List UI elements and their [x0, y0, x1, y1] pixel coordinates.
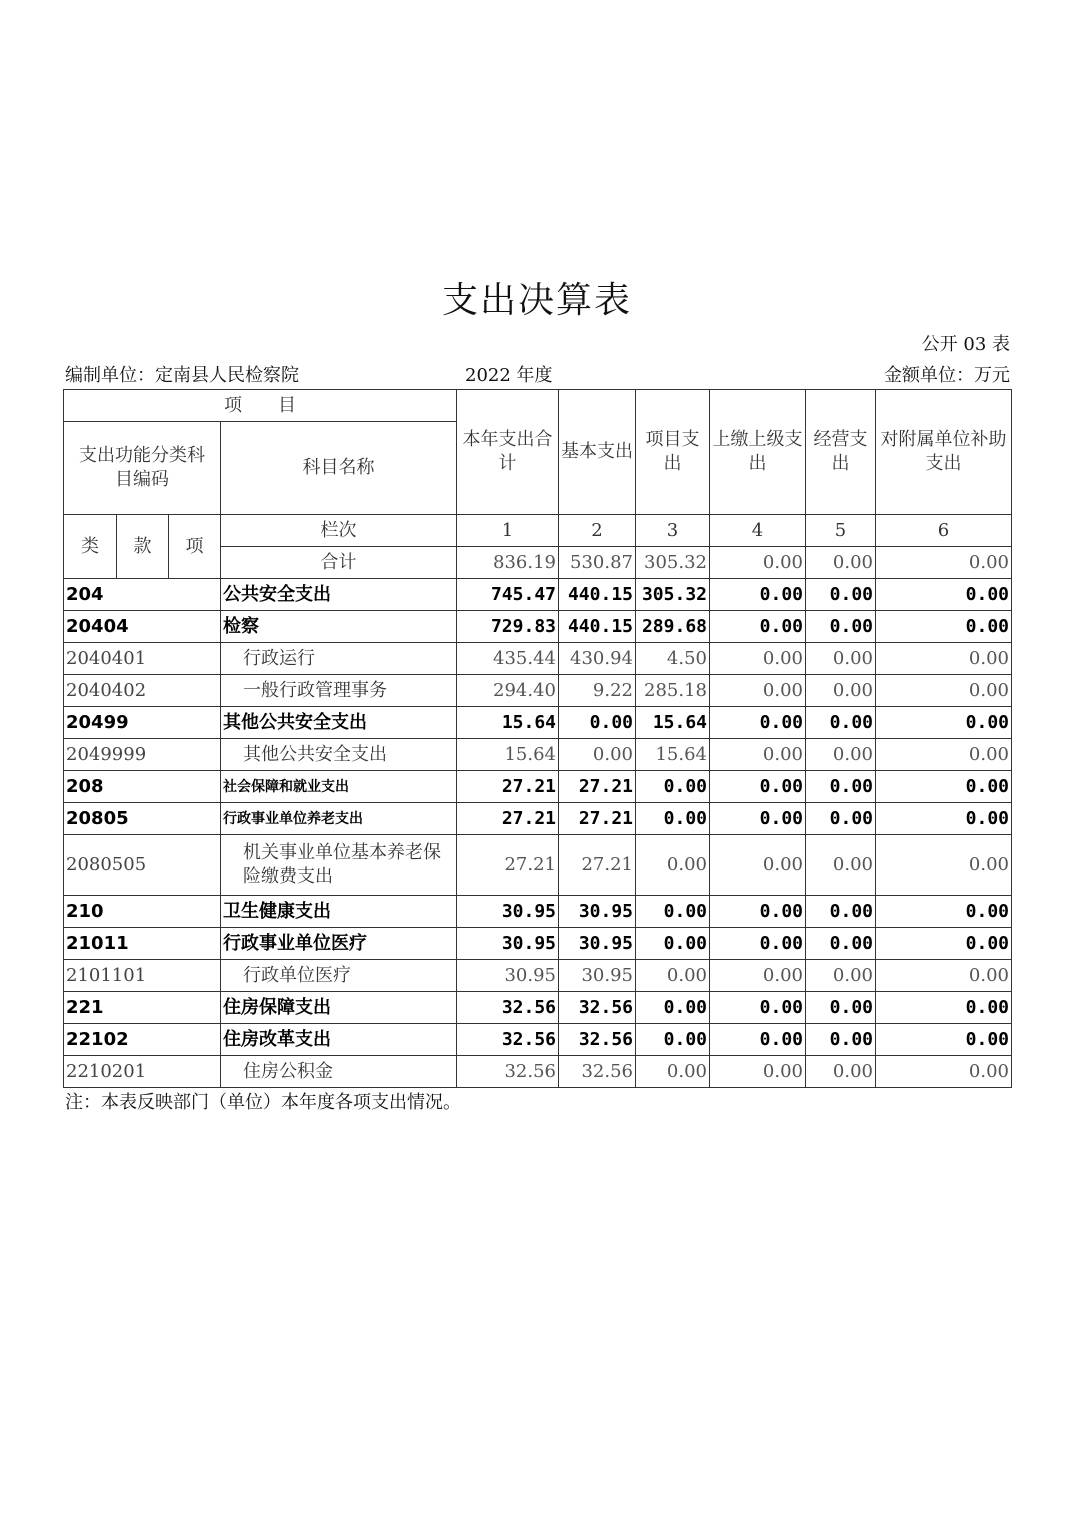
subject-code: 2101101 — [64, 960, 221, 992]
amount-cell: 440.15 — [559, 611, 636, 643]
col-index-2: 2 — [559, 515, 636, 547]
subject-name: 一般行政管理事务 — [221, 675, 457, 707]
amount-cell: 0.00 — [876, 675, 1012, 707]
amount-cell: 15.64 — [636, 707, 710, 739]
amount-cell: 32.56 — [457, 1024, 559, 1056]
amount-cell: 0.00 — [710, 1056, 806, 1088]
subject-name: 其他公共安全支出 — [221, 707, 457, 739]
amount-cell: 4.50 — [636, 643, 710, 675]
total-value: 0.00 — [876, 547, 1012, 579]
amount-cell: 0.00 — [636, 835, 710, 896]
amount-cell: 0.00 — [710, 1024, 806, 1056]
amount-cell: 0.00 — [876, 928, 1012, 960]
amount-cell: 0.00 — [806, 611, 876, 643]
subject-name: 机关事业单位基本养老保险缴费支出 — [221, 835, 457, 896]
subject-name: 住房公积金 — [221, 1056, 457, 1088]
table-row — [64, 1056, 1012, 1088]
money-unit: 金额单位：万元 — [884, 365, 1010, 386]
amount-cell: 0.00 — [876, 835, 1012, 896]
amount-cell: 0.00 — [876, 992, 1012, 1024]
header-col-upper: 上缴上级支出 — [710, 390, 806, 515]
amount-cell: 27.21 — [457, 835, 559, 896]
subject-code: 2210201 — [64, 1056, 221, 1088]
amount-cell: 0.00 — [806, 707, 876, 739]
subject-code: 20499 — [64, 707, 221, 739]
amount-cell: 0.00 — [806, 739, 876, 771]
amount-cell: 0.00 — [636, 771, 710, 803]
amount-cell: 289.68 — [636, 611, 710, 643]
header-lanci: 栏次 — [221, 515, 457, 547]
total-value: 530.87 — [559, 547, 636, 579]
amount-cell: 0.00 — [710, 928, 806, 960]
amount-cell: 0.00 — [710, 835, 806, 896]
amount-cell: 30.95 — [457, 960, 559, 992]
subject-name: 检察 — [221, 611, 457, 643]
amount-cell: 27.21 — [559, 803, 636, 835]
table-row — [64, 643, 1012, 675]
amount-cell: 30.95 — [559, 960, 636, 992]
subject-name: 住房保障支出 — [221, 992, 457, 1024]
subject-code: 208 — [64, 771, 221, 803]
amount-cell: 0.00 — [710, 675, 806, 707]
table-row — [64, 611, 1012, 643]
amount-cell: 27.21 — [457, 771, 559, 803]
subject-name: 卫生健康支出 — [221, 896, 457, 928]
header-col-business: 经营支出 — [806, 390, 876, 515]
table-row — [64, 707, 1012, 739]
amount-cell: 0.00 — [710, 643, 806, 675]
amount-cell: 0.00 — [876, 611, 1012, 643]
total-value: 0.00 — [710, 547, 806, 579]
subject-name: 其他公共安全支出 — [221, 739, 457, 771]
header-lei: 类 — [64, 515, 117, 579]
header-code: 支出功能分类科目编码 — [64, 422, 221, 515]
table-row — [64, 771, 1012, 803]
subject-code: 2040401 — [64, 643, 221, 675]
subject-code: 210 — [64, 896, 221, 928]
amount-cell: 0.00 — [710, 896, 806, 928]
amount-cell: 32.56 — [559, 1024, 636, 1056]
expenditure-table — [63, 389, 1012, 1088]
amount-cell: 32.56 — [559, 992, 636, 1024]
amount-cell: 0.00 — [806, 1024, 876, 1056]
table-row — [64, 579, 1012, 611]
amount-cell: 15.64 — [457, 707, 559, 739]
amount-cell: 0.00 — [876, 896, 1012, 928]
col-index-4: 4 — [710, 515, 806, 547]
amount-cell: 0.00 — [710, 992, 806, 1024]
amount-cell: 32.56 — [457, 1056, 559, 1088]
header-item: 项 目 — [64, 390, 457, 422]
amount-cell: 0.00 — [806, 928, 876, 960]
header-subject-name: 科目名称 — [221, 422, 457, 515]
amount-cell: 0.00 — [876, 579, 1012, 611]
total-value: 0.00 — [806, 547, 876, 579]
amount-cell: 0.00 — [876, 803, 1012, 835]
amount-cell: 0.00 — [876, 960, 1012, 992]
amount-cell: 0.00 — [636, 803, 710, 835]
table-row — [64, 896, 1012, 928]
amount-cell: 0.00 — [559, 739, 636, 771]
header-col-project: 项目支出 — [636, 390, 710, 515]
subject-code: 221 — [64, 992, 221, 1024]
amount-cell: 0.00 — [710, 739, 806, 771]
amount-cell: 0.00 — [636, 928, 710, 960]
amount-cell: 435.44 — [457, 643, 559, 675]
form-number: 公开 03 表 — [921, 334, 1010, 355]
table-row — [64, 739, 1012, 771]
col-index-5: 5 — [806, 515, 876, 547]
amount-cell: 0.00 — [806, 803, 876, 835]
subject-name: 公共安全支出 — [221, 579, 457, 611]
amount-cell: 745.47 — [457, 579, 559, 611]
subject-name: 社会保障和就业支出 — [221, 771, 457, 803]
subject-name: 行政事业单位医疗 — [221, 928, 457, 960]
header-kuan: 款 — [117, 515, 169, 579]
fiscal-year: 2022 年度 — [465, 365, 553, 386]
subject-code: 2040402 — [64, 675, 221, 707]
amount-cell: 0.00 — [710, 707, 806, 739]
amount-cell: 30.95 — [457, 928, 559, 960]
amount-cell: 0.00 — [806, 835, 876, 896]
col-index-1: 1 — [457, 515, 559, 547]
amount-cell: 285.18 — [636, 675, 710, 707]
amount-cell: 0.00 — [636, 992, 710, 1024]
subject-code: 2049999 — [64, 739, 221, 771]
amount-cell: 30.95 — [559, 896, 636, 928]
amount-cell: 0.00 — [710, 960, 806, 992]
col-index-6: 6 — [876, 515, 1012, 547]
amount-cell: 0.00 — [876, 1024, 1012, 1056]
amount-cell: 27.21 — [559, 771, 636, 803]
table-row — [64, 928, 1012, 960]
subject-code: 204 — [64, 579, 221, 611]
subject-code: 20805 — [64, 803, 221, 835]
table-note: 注：本表反映部门（单位）本年度各项支出情况。 — [65, 1092, 461, 1113]
amount-cell: 430.94 — [559, 643, 636, 675]
amount-cell: 0.00 — [876, 707, 1012, 739]
amount-cell: 305.32 — [636, 579, 710, 611]
amount-cell: 0.00 — [710, 771, 806, 803]
subject-code: 2080505 — [64, 835, 221, 896]
amount-cell: 15.64 — [457, 739, 559, 771]
total-label: 合计 — [221, 547, 457, 579]
amount-cell: 0.00 — [806, 675, 876, 707]
table-row — [64, 992, 1012, 1024]
table-row — [64, 960, 1012, 992]
amount-cell: 0.00 — [636, 896, 710, 928]
table-row — [64, 1024, 1012, 1056]
amount-cell: 0.00 — [876, 1056, 1012, 1088]
amount-cell: 0.00 — [806, 1056, 876, 1088]
amount-cell: 30.95 — [559, 928, 636, 960]
subject-code: 22102 — [64, 1024, 221, 1056]
col-index-3: 3 — [636, 515, 710, 547]
amount-cell: 32.56 — [559, 1056, 636, 1088]
table-row — [64, 835, 1012, 896]
amount-cell: 0.00 — [876, 739, 1012, 771]
amount-cell: 0.00 — [806, 960, 876, 992]
header-col-total: 本年支出合计 — [457, 390, 559, 515]
subject-code: 20404 — [64, 611, 221, 643]
amount-cell: 0.00 — [806, 643, 876, 675]
amount-cell: 729.83 — [457, 611, 559, 643]
amount-cell: 32.56 — [457, 992, 559, 1024]
amount-cell: 0.00 — [806, 992, 876, 1024]
amount-cell: 0.00 — [710, 579, 806, 611]
amount-cell: 15.64 — [636, 739, 710, 771]
amount-cell: 0.00 — [559, 707, 636, 739]
header-col-basic: 基本支出 — [559, 390, 636, 515]
header-xiang: 项 — [169, 515, 221, 579]
amount-cell: 0.00 — [636, 960, 710, 992]
amount-cell: 0.00 — [806, 771, 876, 803]
amount-cell: 0.00 — [806, 896, 876, 928]
amount-cell: 440.15 — [559, 579, 636, 611]
amount-cell: 0.00 — [636, 1024, 710, 1056]
amount-cell: 0.00 — [710, 803, 806, 835]
page-title: 支出决算表 — [441, 280, 632, 321]
amount-cell: 0.00 — [710, 611, 806, 643]
table-row — [64, 803, 1012, 835]
header-col-subsidy: 对附属单位补助支出 — [876, 390, 1012, 515]
amount-cell: 0.00 — [806, 579, 876, 611]
amount-cell: 0.00 — [636, 1056, 710, 1088]
amount-cell: 0.00 — [876, 771, 1012, 803]
amount-cell: 9.22 — [559, 675, 636, 707]
compiling-unit: 编制单位：定南县人民检察院 — [65, 365, 299, 386]
subject-name: 行政单位医疗 — [221, 960, 457, 992]
amount-cell: 0.00 — [876, 643, 1012, 675]
amount-cell: 30.95 — [457, 896, 559, 928]
total-value: 836.19 — [457, 547, 559, 579]
subject-name: 住房改革支出 — [221, 1024, 457, 1056]
total-value: 305.32 — [636, 547, 710, 579]
table-row — [64, 675, 1012, 707]
amount-cell: 27.21 — [457, 803, 559, 835]
subject-code: 21011 — [64, 928, 221, 960]
amount-cell: 27.21 — [559, 835, 636, 896]
subject-name: 行政运行 — [221, 643, 457, 675]
amount-cell: 294.40 — [457, 675, 559, 707]
subject-name: 行政事业单位养老支出 — [221, 803, 457, 835]
